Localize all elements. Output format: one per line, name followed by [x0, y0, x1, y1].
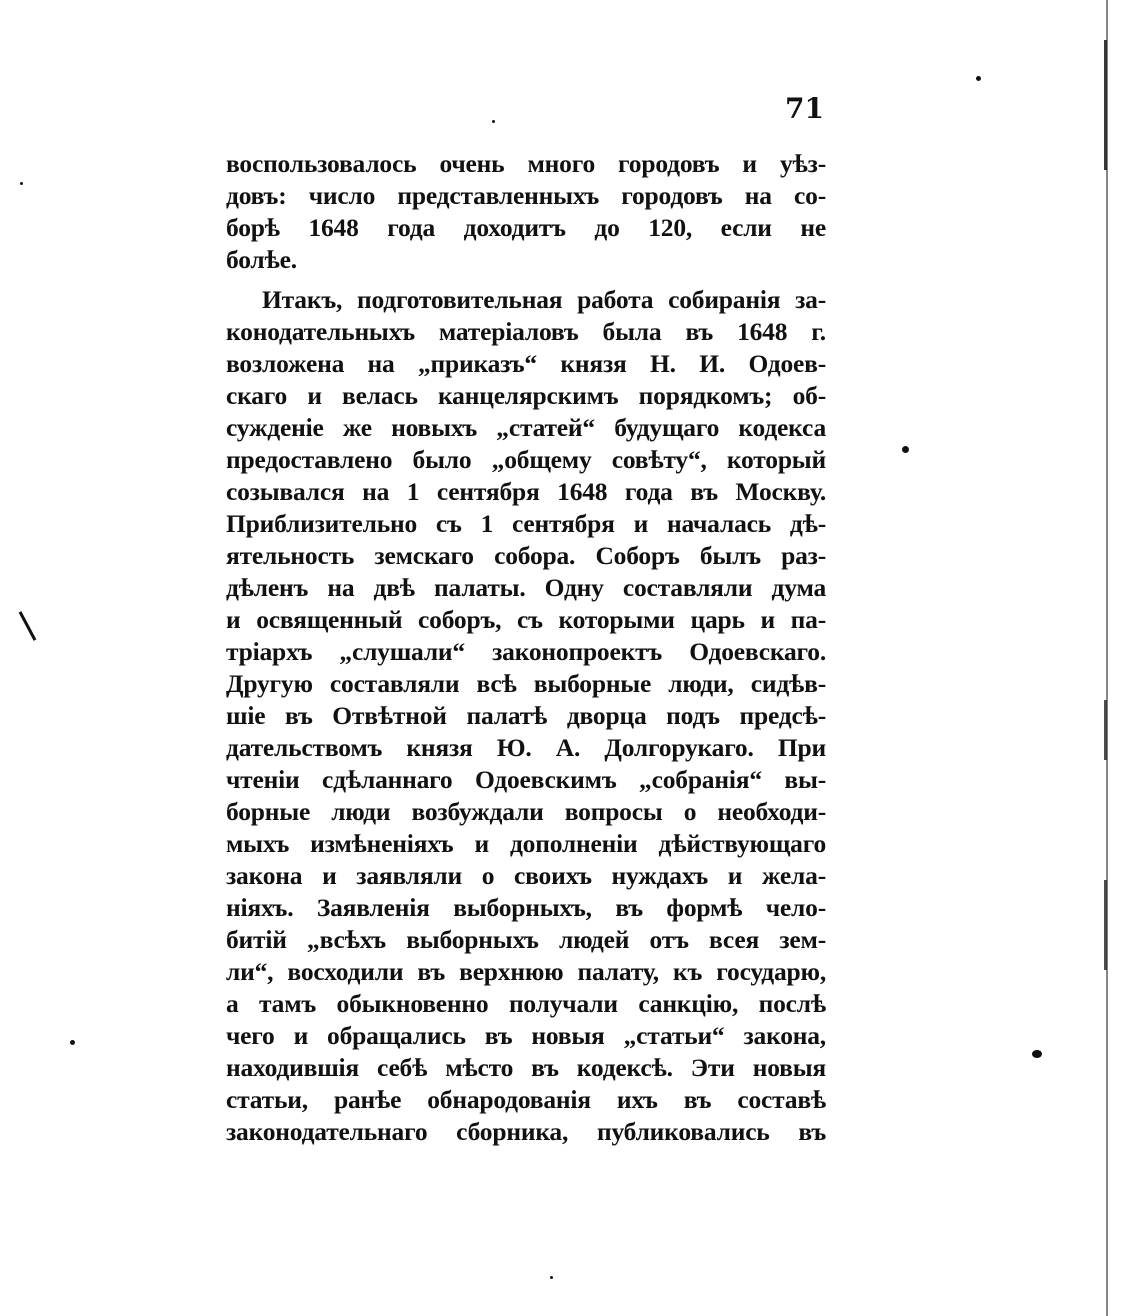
scan-speck [976, 76, 981, 81]
text-line: находившія себѣ мѣсто въ кодексѣ. Эти новыя [226, 1053, 826, 1082]
text-line: борѣ 1648 года доходитъ до 120, если не [226, 213, 826, 242]
scan-speck [492, 120, 495, 123]
scan-edge [1100, 0, 1122, 1316]
text-line: Приблизительно съ 1 сентября и началась дѣ- [226, 509, 826, 538]
text-line: шіе въ Отвѣтной палатѣ дворца подъ предсѣ- [226, 701, 826, 730]
text-line: тріархъ „слушали“ законопроектъ Одоевскаго. [226, 637, 826, 666]
page-number: 71 [785, 92, 824, 125]
text-line: конодательныхъ матеріаловъ была въ 1648 г. [226, 317, 826, 346]
text-line: ли“, восходили въ верхнюю палату, къ государю, [226, 957, 826, 986]
text-line: законодательнаго сборника, публиковались въ [226, 1117, 826, 1146]
text-line: чего и обращались въ новыя „статьи“ закона, [226, 1021, 826, 1050]
text-line: статьи, ранѣе обнародованія ихъ въ составѣ [226, 1085, 826, 1114]
text-line: Итакъ, подготовительная работа собиранія за- [262, 285, 826, 314]
body-text [226, 148, 826, 1148]
text-line: закона и заявляли о своихъ нуждахъ и жела- [226, 861, 826, 890]
text-line: дѣленъ на двѣ палаты. Одну составляли дума [226, 573, 826, 602]
scan-speck [550, 1276, 553, 1279]
text-line: ніяхъ. Заявленія выборныхъ, въ формѣ чело- [226, 893, 826, 922]
text-line: возложена на „приказъ“ князя Н. И. Одоев- [226, 349, 826, 378]
scan-speck [902, 446, 909, 453]
scan-speck [20, 182, 23, 185]
text-line: а тамъ обыкновенно получали санкцію, послѣ [226, 989, 826, 1018]
text-line: битій „всѣхъ выборныхъ людей отъ всея зем- [226, 925, 826, 954]
text-line: предоставлено было „общему совѣту“, который [226, 445, 826, 474]
text-line: ятельность земскаго собора. Соборъ былъ раз- [226, 541, 826, 570]
scan-speck [70, 1040, 75, 1045]
text-line: скаго и велась канцелярскимъ порядкомъ; об- [226, 381, 826, 410]
scan-speck [1032, 1050, 1042, 1058]
text-line: чтеніи сдѣланнаго Одоевскимъ „собранія“ вы- [226, 765, 826, 794]
text-line: болѣе. [226, 245, 297, 274]
text-line: и освященный соборъ, съ которыми царь и па- [226, 605, 826, 634]
text-line: мыхъ измѣненіяхъ и дополненіи дѣйствующаго [226, 829, 826, 858]
paragraph-gap [226, 276, 826, 284]
text-line: сужденіе же новыхъ „статей“ будущаго кодекса [226, 413, 826, 442]
text-line: довъ: число представленныхъ городовъ на со- [226, 181, 826, 210]
text-line: дательствомъ князя Ю. А. Долгорукаго. При [226, 733, 826, 762]
text-line: Другую составляли всѣ выборные люди, сидѣв- [226, 669, 826, 698]
text-line: созывался на 1 сентября 1648 года въ Москву. [226, 477, 826, 506]
text-line: борные люди возбуждали вопросы о необходи- [226, 797, 826, 826]
text-line: воспользовалось очень много городовъ и уѣз- [226, 149, 826, 178]
scan-mark [19, 611, 37, 641]
